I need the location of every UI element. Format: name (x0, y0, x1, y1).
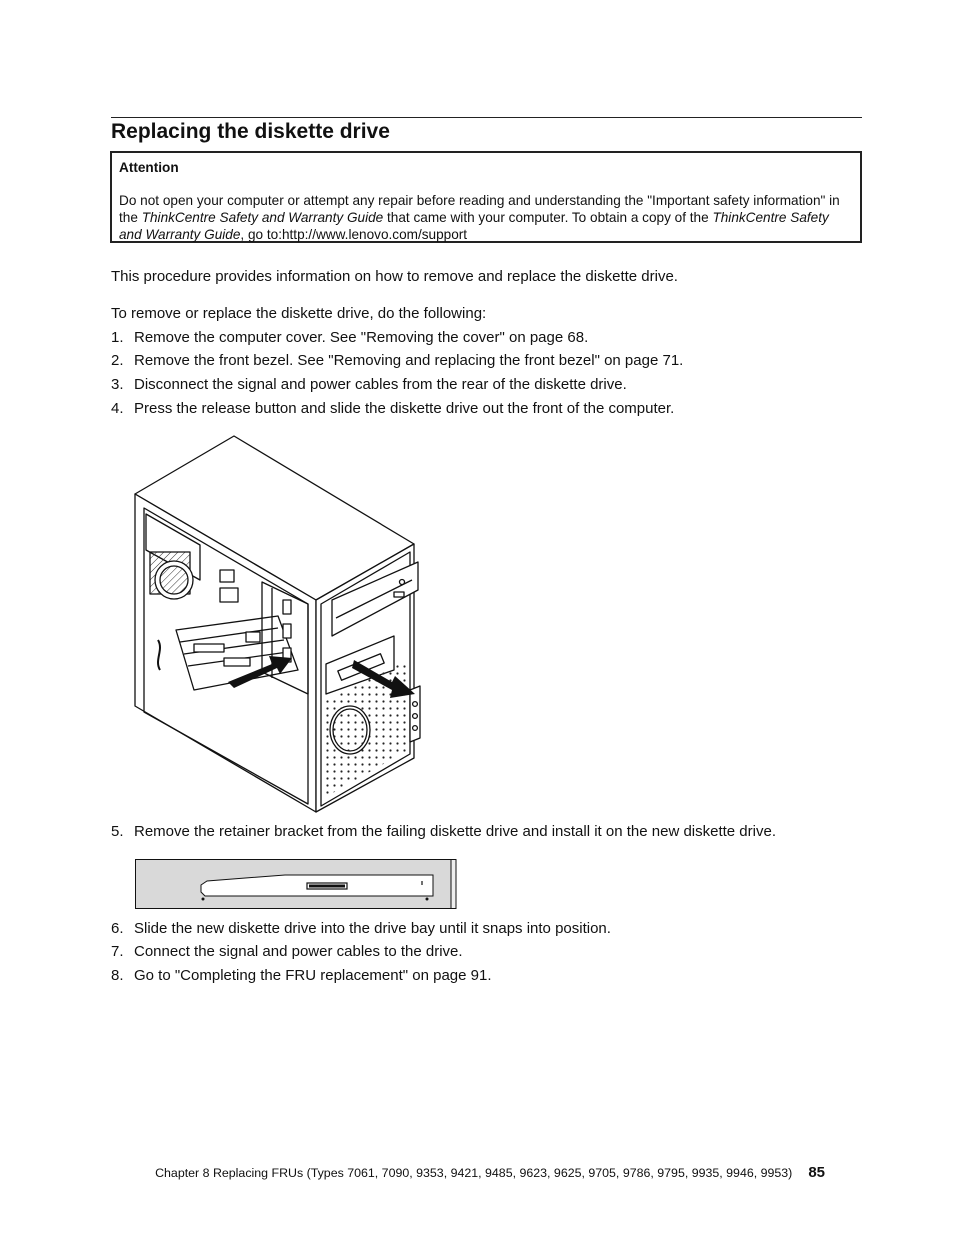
step-text: Remove the computer cover. See "Removing the cover" on page 68. (134, 329, 589, 346)
attention-text-part: Do not open your computer or attempt any repair before reading and understanding the "Important safety information" in the (119, 193, 840, 225)
footer-chapter: Chapter 8 Replacing FRUs (Types 7061, 7090, 9353, 9421, 9485, 9623, 9625, 9705, 9786, 9795, 9935, 9946, 9953) (155, 1166, 793, 1180)
step-item (111, 376, 627, 394)
page-footer (155, 1165, 825, 1181)
step-text: Press the release button and slide the diskette drive out the front of the computer. (134, 400, 675, 417)
step-item (111, 329, 588, 347)
step-item (111, 352, 683, 370)
attention-heading: Attention (119, 160, 179, 175)
retainer-bracket-illustration (135, 859, 457, 910)
step-item (111, 400, 674, 418)
section-title: Replacing the diskette drive (111, 120, 390, 143)
attention-text (119, 192, 852, 243)
step-number: 5. (111, 823, 124, 840)
step-text: Connect the signal and power cables to the drive. (134, 943, 463, 960)
step-text: Remove the front bezel. See "Removing and replacing the front bezel" on page 71. (134, 352, 684, 369)
step-item (111, 920, 611, 938)
step-number: 8. (111, 967, 124, 984)
step-number: 3. (111, 376, 124, 393)
step-text: Slide the new diskette drive into the drive bay until it snaps into position. (134, 920, 611, 937)
step-number: 7. (111, 943, 124, 960)
attention-text-part: , go to:http://www.lenovo.com/support (240, 227, 468, 242)
attention-text-part: that came with your computer. To obtain a copy of the (383, 210, 713, 225)
guide-title: ThinkCentre Safety and Warranty Guide (119, 210, 829, 242)
step-text: Remove the retainer bracket from the failing diskette drive and install it on the new diskette drive. (134, 823, 776, 840)
step-number: 1. (111, 329, 124, 346)
attention-notice (110, 151, 862, 243)
intro-paragraph: This procedure provides information on how to remove and replace the diskette drive. (111, 268, 678, 285)
step-item (111, 967, 492, 985)
page-number: 85 (808, 1164, 825, 1181)
step-text: Disconnect the signal and power cables from the rear of the diskette drive. (134, 376, 627, 393)
title-rule (111, 117, 862, 118)
guide-title: ThinkCentre Safety and Warranty Guide (141, 210, 384, 225)
lead-in-paragraph: To remove or replace the diskette drive, do the following: (111, 305, 487, 322)
step-item (111, 823, 776, 841)
step-number: 2. (111, 352, 124, 369)
step-item (111, 943, 463, 961)
step-number: 4. (111, 400, 124, 417)
chassis-diskette-removal-illustration (128, 432, 430, 816)
step-number: 6. (111, 920, 124, 937)
step-text: Go to "Completing the FRU replacement" on page 91. (134, 967, 492, 984)
